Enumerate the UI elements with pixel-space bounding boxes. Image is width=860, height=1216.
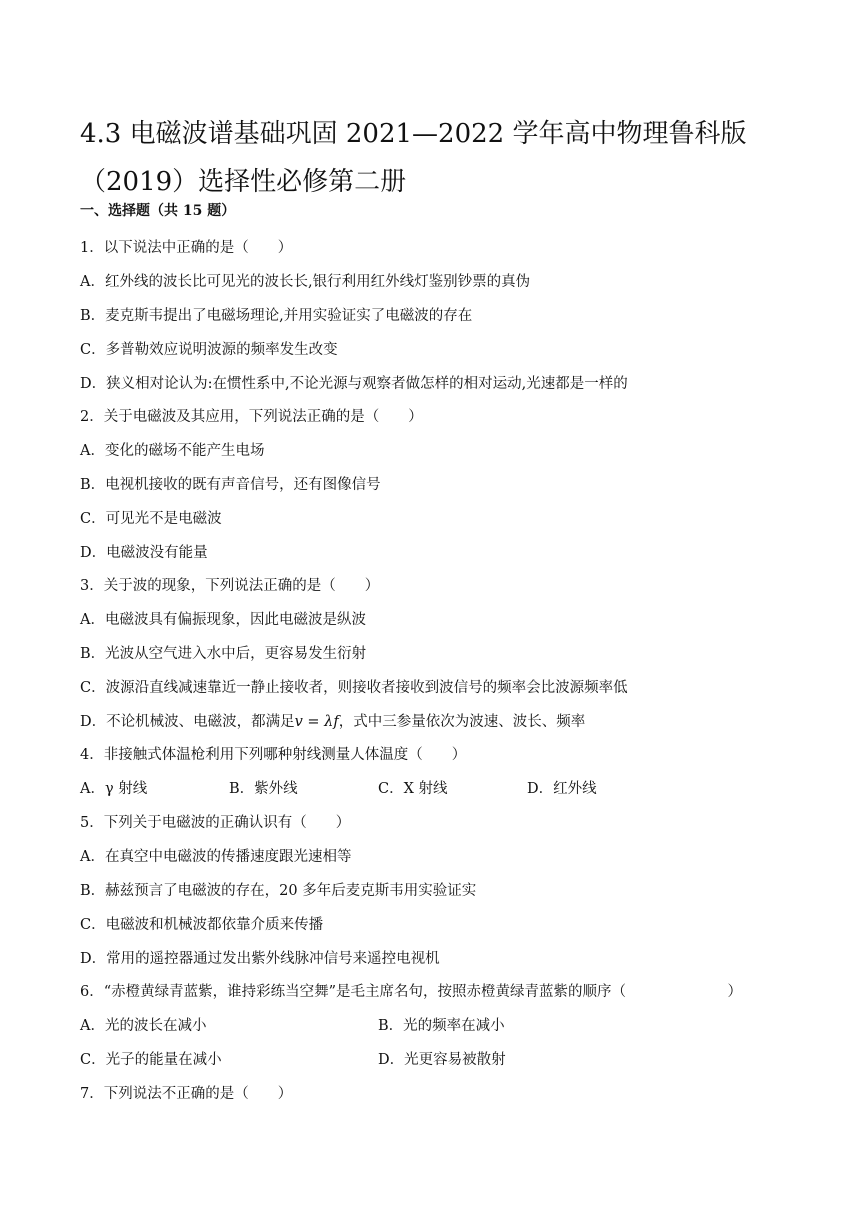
question-6-option-a: A．光的波长在减小: [80, 1018, 207, 1034]
document-title: 4.3 电磁波谱基础巩固 2021—2022 学年高中物理鲁科版（2019）选择性必修第二册: [80, 119, 747, 197]
section-heading: 一、选择题（共 15 题）: [80, 203, 236, 219]
question-3-option-b: B．光波从空气进入水中后，更容易发生衍射: [80, 646, 367, 662]
question-6-option-d: D．光更容易被散射: [378, 1052, 506, 1068]
question-6-option-c: C．光子的能量在减小: [80, 1052, 222, 1068]
question-1-option-d: D．狭义相对论认为:在惯性系中,不论光源与观察者做怎样的相对运动,光速都是一样的: [80, 376, 628, 392]
question-4-option-d: D．红外线: [527, 781, 597, 797]
question-4-option-a: A．γ 射线: [80, 781, 148, 797]
question-5-option-a: A．在真空中电磁波的传播速度跟光速相等: [80, 849, 352, 865]
question-5-option-b: B．赫兹预言了电磁波的存在，20 多年后麦克斯韦用实验证实: [80, 883, 477, 899]
question-2-stem: 2．关于电磁波及其应用，下列说法正确的是（ ）: [80, 409, 423, 425]
question-3-option-a: A．电磁波具有偏振现象，因此电磁波是纵波: [80, 612, 366, 628]
question-5-option-c: C．电磁波和机械波都依靠介质来传播: [80, 917, 324, 933]
question-1-option-a: A．红外线的波长比可见光的波长长,银行利用红外线灯鉴别钞票的真伪: [80, 274, 531, 290]
question-3-stem: 3．关于波的现象，下列说法正确的是（ ）: [80, 578, 380, 594]
question-2-option-b: B．电视机接收的既有声音信号，还有图像信号: [80, 477, 381, 493]
option-d-prefix: D．不论机械波、电磁波，都满足: [80, 714, 295, 730]
question-4-option-c: C．X 射线: [378, 781, 448, 797]
question-2-option-a: A．变化的磁场不能产生电场: [80, 443, 265, 459]
question-3-option-d: [80, 710, 585, 731]
question-1-option-c: C．多普勒效应说明波源的频率发生改变: [80, 342, 338, 358]
question-1-option-b: B．麦克斯韦提出了电磁场理论,并用实验证实了电磁波的存在: [80, 308, 473, 324]
question-5-stem: 5．下列关于电磁波的正确认识有（ ）: [80, 815, 351, 831]
question-2-option-d: D．电磁波没有能量: [80, 545, 208, 561]
question-1-stem: 1．以下说法中正确的是（ ）: [80, 240, 293, 256]
question-5-option-d: D．常用的遥控器通过发出紫外线脉冲信号来遥控电视机: [80, 951, 440, 967]
question-7-stem: 7．下列说法不正确的是（ ）: [80, 1086, 293, 1102]
question-6-option-b: B．光的频率在减小: [378, 1018, 505, 1034]
wave-formula: v = λf: [294, 714, 339, 730]
question-3-option-c: C．波源沿直线减速靠近一静止接收者，则接收者接收到波信号的频率会比波源频率低: [80, 680, 628, 696]
question-4-stem: 4．非接触式体温枪利用下列哪种射线测量人体温度（ ）: [80, 747, 467, 763]
option-d-suffix: ，式中三参量依次为波速、波长、频率: [338, 714, 586, 730]
question-4-option-b: B．紫外线: [229, 781, 298, 797]
question-6-stem: 6．“赤橙黄绿青蓝紫，谁持彩练当空舞”是毛主席名句，按照赤橙黄绿青蓝紫的顺序（ ）: [80, 984, 743, 1000]
question-2-option-c: C．可见光不是电磁波: [80, 511, 222, 527]
